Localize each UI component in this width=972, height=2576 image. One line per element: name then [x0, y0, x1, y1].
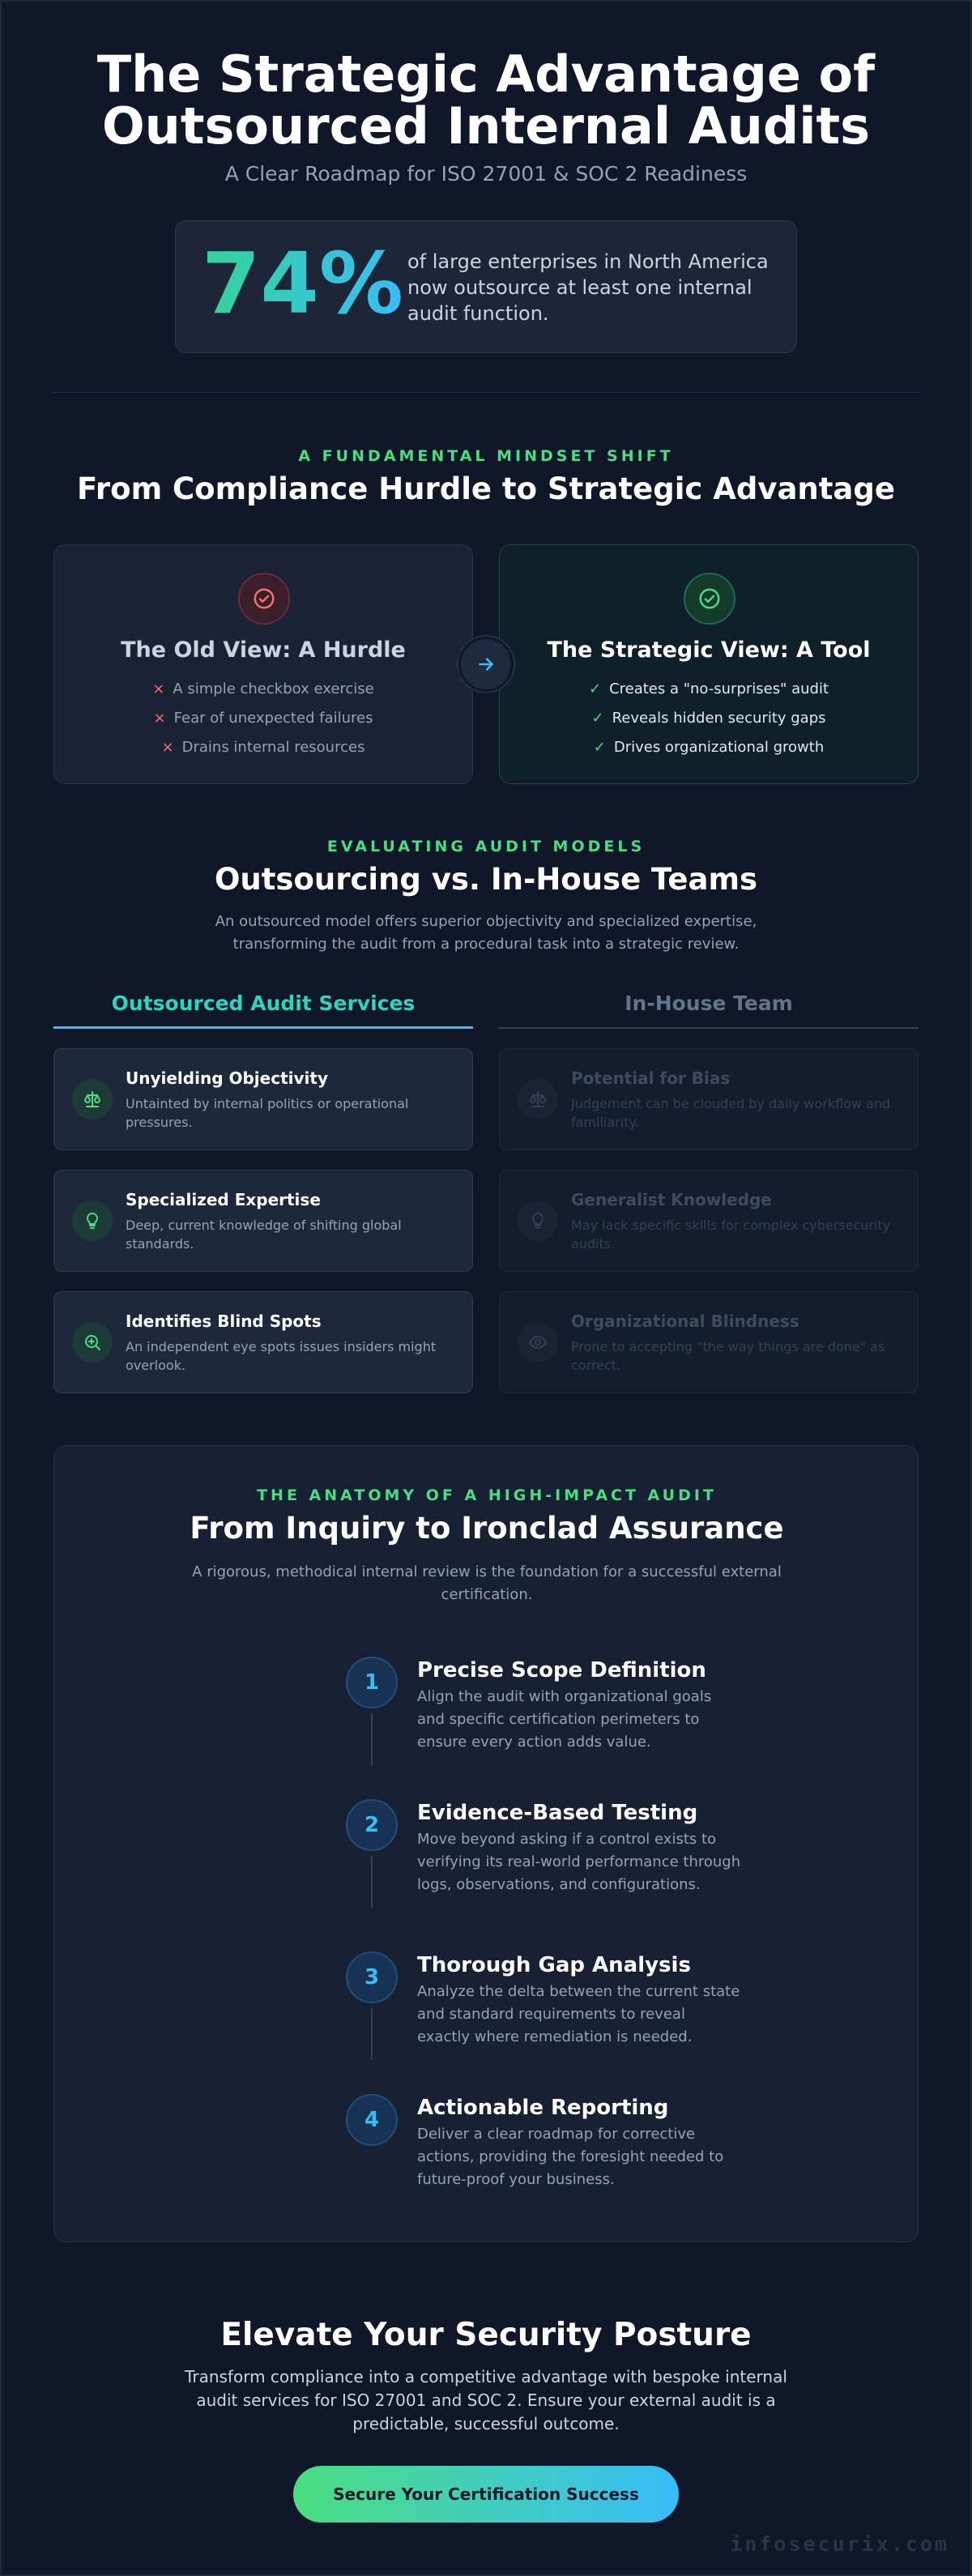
list-item-text: A simple checkbox exercise [173, 680, 374, 697]
stat-value: 74% [202, 234, 403, 333]
cta-title: Elevate Your Security Posture [220, 2317, 752, 2353]
eye-icon [518, 1322, 558, 1363]
step-number: 1 [346, 1657, 398, 1708]
cta-button[interactable]: Secure Your Certification Success [293, 2466, 679, 2523]
check-circle-icon [238, 573, 290, 625]
models-description: An outsourced model offers superior objectivity and specialized expertise, transforming the audit from a procedural task into a strategic review. [215, 913, 757, 953]
list-item [54, 675, 472, 704]
strategic-view-title: The Strategic View: A Tool [547, 638, 871, 663]
inhouse-column-heading: In-House Team [499, 992, 919, 1029]
card-description: Prone to accepting "the way things are done" as correct. [571, 1339, 885, 1373]
card-title: Potential for Bias [571, 1068, 731, 1088]
check-circle-icon [684, 573, 735, 625]
card-description: May lack specific skills for complex cybersecurity audits. [571, 1218, 891, 1252]
inhouse-card-generalist [499, 1170, 919, 1272]
scale-icon [518, 1079, 558, 1120]
list-item-text: Drains internal resources [181, 739, 365, 756]
list-item-text: Drives organizational growth [613, 739, 825, 756]
step-description: Align the audit with organizational goals and specific certification perimeters to ensure every action adds value. [417, 1688, 712, 1751]
step-description: Deliver a clear roadmap for corrective actions, providing the foresight needed to future-proof your business. [417, 2126, 724, 2188]
anatomy-title: From Inquiry to Ironclad Assurance [190, 1511, 784, 1546]
card-title: Unyielding Objectivity [126, 1068, 328, 1088]
x-mark-icon: × [152, 680, 165, 697]
step-title: Actionable Reporting [417, 2096, 669, 2120]
card-title: Specialized Expertise [126, 1190, 321, 1209]
list-item-text: Creates a "no-surprises" audit [609, 680, 829, 697]
magnifier-icon [72, 1322, 113, 1363]
step-number: 3 [346, 1951, 398, 2003]
page-title [0, 45, 972, 156]
inhouse-card-bias [499, 1048, 919, 1150]
title-line-1: The Strategic Advantage of [96, 45, 876, 104]
card-title: Identifies Blind Spots [126, 1311, 322, 1331]
models-eyebrow: EVALUATING AUDIT MODELS [326, 838, 646, 855]
step-title: Precise Scope Definition [417, 1658, 706, 1683]
outsourced-card-objectivity [53, 1048, 473, 1150]
strategic-view-card [499, 544, 919, 784]
outsourced-card-expertise [53, 1170, 473, 1272]
check-mark-icon: ✓ [593, 739, 606, 756]
step-connector [371, 1856, 373, 1908]
mindset-title: From Compliance Hurdle to Strategic Advantage [77, 471, 895, 506]
anatomy-panel [53, 1445, 919, 2242]
step-number: 2 [346, 1799, 398, 1851]
models-title: Outsourcing vs. In-House Teams [214, 862, 758, 897]
card-description: Untainted by internal politics or operational pressures. [126, 1096, 409, 1130]
cta-description: Transform compliance into a competitive advantage with bespoke internal audit services for ISO 27001 and SOC 2. Ensure your external audit is a predictable, successful outcome. [185, 2367, 787, 2433]
check-mark-icon: ✓ [591, 710, 604, 727]
list-item-text: Reveals hidden security gaps [612, 710, 826, 727]
strategic-view-list [500, 675, 918, 762]
list-item [500, 675, 918, 704]
check-mark-icon: ✓ [588, 680, 602, 697]
x-mark-icon: × [161, 739, 174, 756]
card-description: An independent eye spots issues insiders might overlook. [126, 1339, 437, 1373]
section-divider [53, 392, 919, 393]
step-connector [371, 1713, 373, 1765]
inhouse-card-blindness [499, 1291, 919, 1393]
step-connector [371, 2008, 373, 2060]
list-item [54, 704, 472, 733]
list-item-text: Fear of unexpected failures [173, 710, 373, 727]
old-view-card [53, 544, 473, 784]
outsourced-card-blind-spots [53, 1291, 473, 1393]
brand-watermark: infosecurix.com [730, 2532, 949, 2556]
step-title: Evidence-Based Testing [417, 1801, 698, 1825]
anatomy-eyebrow: THE ANATOMY OF A HIGH-IMPACT AUDIT [257, 1486, 717, 1504]
arrow-right-icon [458, 637, 514, 692]
step-number: 4 [346, 2094, 398, 2146]
card-description: Judgement can be clouded by daily workflow and familiarity. [571, 1096, 891, 1130]
step-description: Analyze the delta between the current state and standard requirements to reveal exactly where remediation is needed. [417, 1983, 740, 2045]
step-description: Move beyond asking if a control exists to verifying its real-world performance through logs, observations, and configurations. [417, 1831, 741, 1893]
title-line-2: Outsourced Internal Audits [101, 96, 871, 156]
scale-icon [72, 1079, 113, 1120]
anatomy-description: A rigorous, methodical internal review is the foundation for a successful external certification. [192, 1563, 782, 1603]
stat-callout [175, 220, 797, 353]
list-item [54, 733, 472, 762]
old-view-title: The Old View: A Hurdle [121, 638, 406, 663]
card-description: Deep, current knowledge of shifting global standards. [126, 1218, 402, 1252]
x-mark-icon: × [153, 710, 166, 727]
stat-text: of large enterprises in North America now outsource at least one internal audit function. [407, 250, 769, 325]
lightbulb-icon [518, 1201, 558, 1241]
list-item [500, 704, 918, 733]
lightbulb-icon [72, 1201, 113, 1241]
list-item [500, 733, 918, 762]
card-title: Organizational Blindness [571, 1311, 799, 1331]
page-subtitle: A Clear Roadmap for ISO 27001 & SOC 2 Readiness [224, 162, 748, 186]
old-view-list [54, 675, 472, 762]
step-title: Thorough Gap Analysis [417, 1953, 691, 1977]
card-title: Generalist Knowledge [571, 1190, 772, 1209]
mindset-eyebrow: A FUNDAMENTAL MINDSET SHIFT [298, 447, 674, 465]
outsourced-column-heading: Outsourced Audit Services [53, 992, 473, 1029]
